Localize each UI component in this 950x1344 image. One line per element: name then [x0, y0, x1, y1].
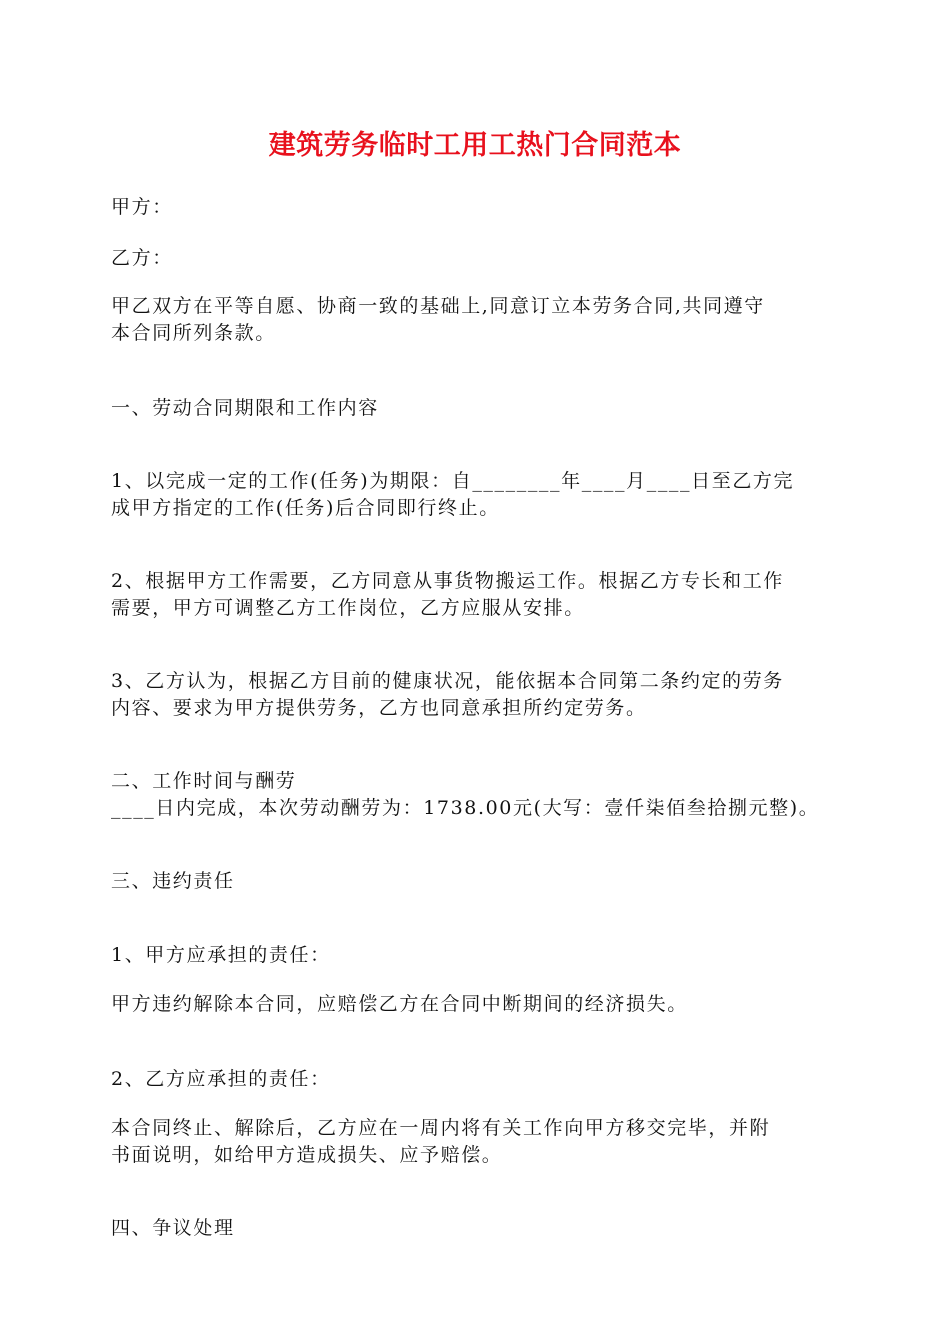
party-a-line: 甲方： — [111, 196, 173, 218]
section-2-body: ____日内完成，本次劳动酬劳为：1738.00元(大写：壹仟柒佰叁拾捌元整)。 — [111, 797, 820, 819]
section-1-heading: 一、劳动合同期限和工作内容 — [111, 397, 379, 419]
clause-3-2-body-line-1: 本合同终止、解除后，乙方应在一周内将有关工作向甲方移交完毕，并附 — [111, 1117, 771, 1139]
preamble-line-2: 本合同所列条款。 — [111, 322, 276, 344]
document-title: 建筑劳务临时工用工热门合同范本 — [268, 130, 682, 161]
clause-1-2-line-1: 2、根据甲方工作需要，乙方同意从事货物搬运工作。根据乙方专长和工作 — [111, 570, 784, 592]
section-3-heading: 三、违约责任 — [111, 870, 235, 892]
section-4-heading: 四、争议处理 — [111, 1217, 235, 1239]
clause-1-3-line-2: 内容、要求为甲方提供劳务，乙方也同意承担所约定劳务。 — [111, 697, 647, 719]
clause-3-2-body-line-2: 书面说明，如给甲方造成损失、应予赔偿。 — [111, 1144, 503, 1166]
clause-1-2-line-2: 需要，甲方可调整乙方工作岗位，乙方应服从安排。 — [111, 597, 585, 619]
clause-3-1-heading: 1、甲方应承担的责任： — [111, 944, 331, 966]
party-b-line: 乙方： — [111, 247, 173, 269]
preamble-line-1: 甲乙双方在平等自愿、协商一致的基础上,同意订立本劳务合同,共同遵守 — [111, 295, 765, 317]
clause-1-1-line-2: 成甲方指定的工作(任务)后合同即行终止。 — [111, 497, 500, 519]
section-2-heading: 二、工作时间与酬劳 — [111, 770, 297, 792]
clause-1-1-line-1: 1、以完成一定的工作(任务)为期限：自________年____月____日至乙方完 — [111, 470, 795, 492]
clause-1-3-line-1: 3、乙方认为，根据乙方目前的健康状况，能依据本合同第二条约定的劳务 — [111, 670, 784, 692]
clause-3-2-heading: 2、乙方应承担的责任： — [111, 1068, 331, 1090]
clause-3-1-body: 甲方违约解除本合同，应赔偿乙方在合同中断期间的经济损失。 — [111, 993, 688, 1015]
